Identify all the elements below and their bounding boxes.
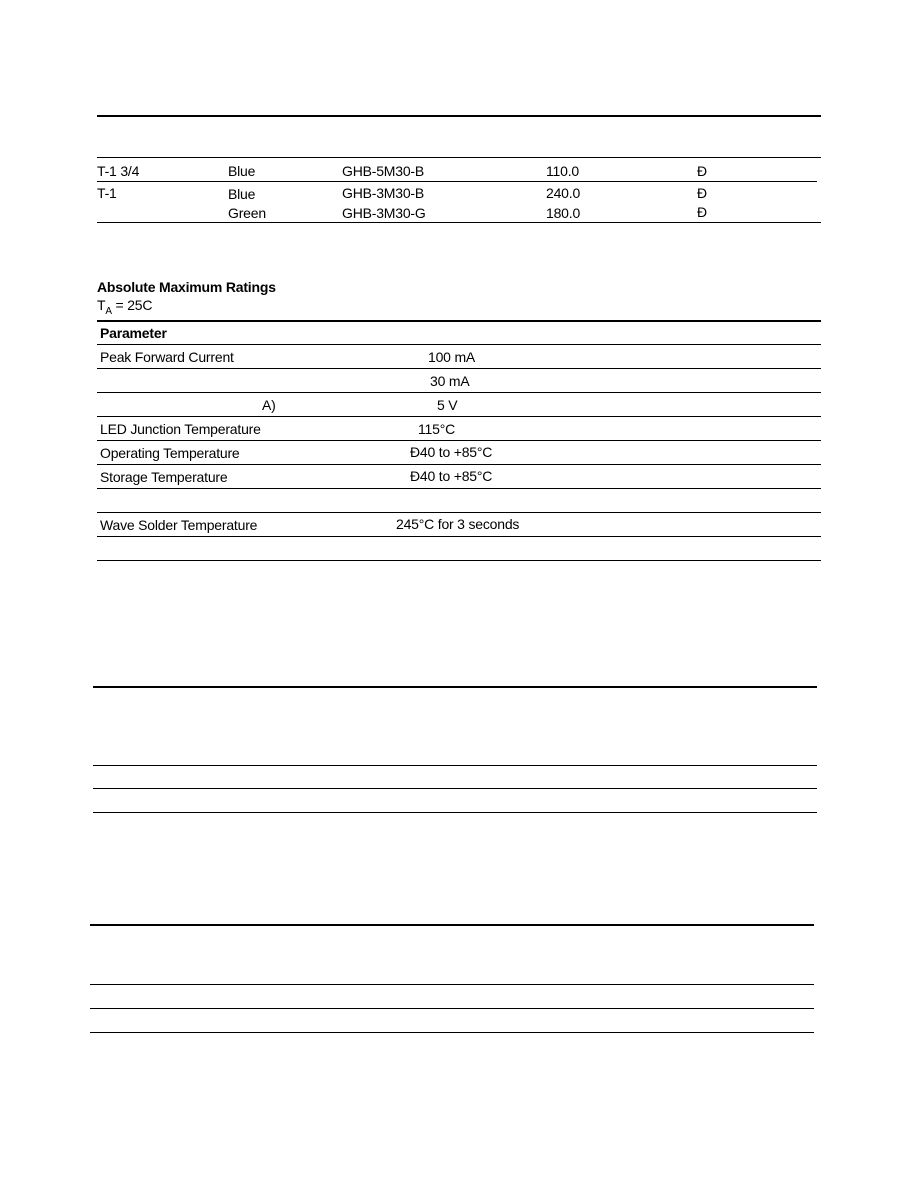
product-row-1-value: 110.0 [546, 163, 579, 179]
product-row-2-extra: Ð [697, 185, 707, 201]
ratings-row-4-value: 115°C [418, 421, 456, 437]
ratings-row-rule [97, 512, 821, 513]
ratings-row-8-param: Wave Solder Temperature [100, 517, 258, 533]
ratings-row-4-param: LED Junction Temperature [100, 421, 261, 437]
ratings-table-top-rule [97, 320, 821, 322]
ratings-row-rule [97, 416, 821, 417]
ratings-row-rule [97, 464, 821, 465]
product-row-3-extra: Ð [697, 204, 707, 220]
product-row-3-part: GHB-3M30-G [342, 205, 426, 221]
ratings-row-rule [97, 488, 821, 489]
table-3-bottom-rule [90, 1032, 814, 1033]
ratings-condition-sub: A [105, 306, 112, 317]
product-table-bottom-rule [97, 222, 821, 223]
ratings-row-rule [97, 392, 821, 393]
ratings-row-6-param: Storage Temperature [100, 469, 228, 485]
product-row-1-color: Blue [228, 163, 256, 179]
ratings-row-6-value: Ð40 to +85°C [410, 468, 493, 484]
ratings-row-rule [97, 368, 821, 369]
ratings-row-1-value: 100 mA [428, 349, 476, 365]
product-row-2-color: Blue [228, 186, 256, 202]
ratings-row-5-param: Operating Temperature [100, 445, 240, 461]
ratings-row-8-value: 245°C for 3 seconds [396, 516, 520, 532]
product-row-3-value: 180.0 [546, 205, 581, 221]
ratings-condition-value: = 25C [115, 297, 153, 313]
product-row-2-part: GHB-3M30-B [342, 185, 425, 201]
table-3-row-rule [90, 1008, 814, 1009]
product-row-1-package: T-1 3/4 [97, 163, 140, 179]
table-2-bottom-rule [93, 812, 817, 813]
table-2-row-rule [93, 788, 817, 789]
ratings-row-2-value: 30 mA [430, 373, 470, 389]
ratings-condition [97, 297, 152, 316]
product-row-1-part: GHB-5M30-B [342, 163, 425, 179]
table-2-top-rule [93, 686, 817, 688]
ratings-row-3-value: 5 V [437, 397, 458, 413]
product-table-top-rule [97, 115, 821, 117]
product-row-divider [97, 181, 817, 182]
ratings-row-3-param: A) [262, 397, 276, 413]
ratings-row-5-value: Ð40 to +85°C [410, 444, 493, 460]
product-row-3-color: Green [228, 205, 266, 221]
table-3-header-rule [90, 984, 814, 985]
table-2-header-rule [93, 765, 817, 766]
ratings-header-parameter: Parameter [100, 325, 167, 341]
ratings-row-1-param: Peak Forward Current [100, 349, 234, 365]
product-row-2-package: T-1 [97, 185, 117, 201]
product-table-header-rule [97, 157, 821, 158]
product-row-2-value: 240.0 [546, 185, 581, 201]
ratings-title: Absolute Maximum Ratings [97, 279, 276, 295]
ratings-header-rule [97, 344, 821, 345]
ratings-row-rule [97, 440, 821, 441]
table-3-top-rule [90, 924, 814, 926]
product-row-1-extra: Ð [697, 163, 707, 179]
ratings-table-bottom-rule [97, 560, 821, 561]
ratings-row-rule [97, 536, 821, 537]
ratings-condition-prefix: T [97, 297, 106, 313]
